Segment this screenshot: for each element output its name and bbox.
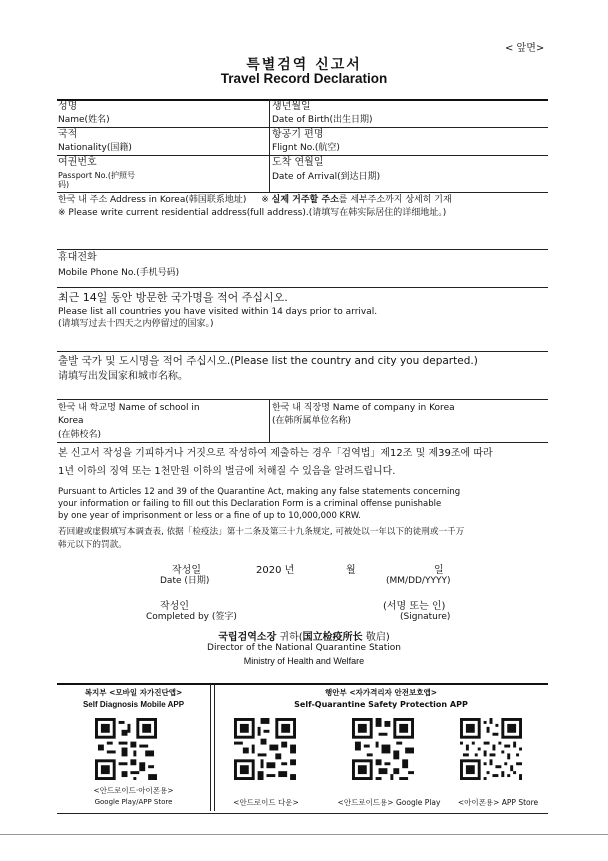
address-note-text: 를 세부주소까지 상세히 기재: [338, 195, 452, 205]
footer-divider: [210, 684, 211, 811]
passport-label-en[interactable]: Passport No.(护照号: [58, 171, 136, 180]
right-app-title-en: Self-Quarantine Safety Protection APP: [294, 700, 468, 709]
recipient-title-cn: 国立检疫所长: [302, 632, 363, 643]
page-bottom-edge: [0, 834, 608, 835]
divider: [57, 249, 548, 250]
right-qr-caption2: <안드로이드용> Google Play: [337, 798, 441, 807]
notice-en-line1: Pursuant to Articles 12 and 39 of the Quarantine Act, making any false statements concerning: [58, 487, 461, 497]
mobile-label-ko: 휴대전화: [58, 252, 97, 263]
recipient-honorific-cn: 敬启): [362, 632, 390, 643]
address-note-mark: ※: [261, 195, 272, 205]
address-label[interactable]: [58, 195, 452, 206]
left-qr-caption1: <안드로이드·아이폰용>: [93, 786, 174, 795]
title-korean: 특별검역 신고서: [246, 57, 362, 73]
address-note-emphasis: 실제 거주할 주소: [271, 195, 339, 205]
company-label[interactable]: 한국 내 직장명 Name of company in Korea: [272, 403, 455, 413]
divider: [57, 192, 548, 193]
quarantine-android-qr-code[interactable]: [234, 718, 296, 780]
quarantine-google-play-qr-code[interactable]: [352, 718, 414, 780]
self-diagnosis-qr-code[interactable]: [95, 718, 157, 780]
divider: [57, 442, 548, 443]
right-qr-caption3: <아이폰용> APP Store: [457, 798, 539, 807]
arrival-label-en[interactable]: Date of Arrival(到达日期): [272, 172, 381, 182]
page-indicator: < 앞면>: [505, 43, 545, 54]
left-qr-caption2: Google Play/APP Store: [94, 798, 173, 806]
divider: [57, 399, 548, 400]
left-app-title-en: Self Diagnosis Mobile APP: [82, 700, 185, 709]
recipient-en-line2: Ministry of Health and Welfare: [243, 656, 365, 666]
flight-label-en[interactable]: Flignt No.(航空): [272, 143, 340, 153]
writer-label-ko: 작성인: [160, 601, 189, 612]
signature-label-en: (Signature): [400, 612, 451, 622]
divider: [57, 155, 548, 156]
right-app-title-ko: 행안부 <자가격리자 안전보호앱>: [325, 688, 437, 697]
date-label-en: Date (日期): [160, 576, 210, 586]
address-label-text: 한국 내 주소 Address in Korea(韩国联系地址): [58, 195, 247, 205]
school-label-cont: Korea: [58, 416, 84, 426]
notice-ko-line1: 본 신고서 작성을 기피하거나 거짓으로 작성하여 제출하는 경우「검역법」제12조 및 제39조에 따라: [58, 448, 493, 459]
divider: [57, 351, 548, 352]
right-qr-caption1: <안드로이드 다운>: [233, 798, 299, 807]
nationality-label-en[interactable]: Nationality(国籍): [58, 143, 132, 153]
address-instruction: ※ Please write current residential address(full address).(请填写在韩实际居住的详细地址。): [58, 208, 447, 218]
flight-label-ko: 항공기 편명: [272, 129, 324, 140]
notice-cn-line2: 韩元以下的罚款。: [58, 540, 127, 550]
company-label-cn: (在韩所属单位名称): [272, 416, 352, 426]
visited-countries-label-ko: 최근 14일 동안 방문한 국가명을 적어 주십시오.: [58, 291, 288, 304]
date-label-ko: 작성일: [172, 565, 201, 576]
recipient-en-line1: Director of the National Quarantine Station: [207, 643, 401, 653]
divider: [57, 127, 548, 128]
date-day[interactable]: 일: [434, 565, 444, 576]
school-label-cn: (在韩校名): [58, 430, 102, 440]
school-label[interactable]: 한국 내 학교명 Name of school in: [58, 403, 200, 413]
recipient-ko: [0, 628, 608, 643]
title-english: Travel Record Declaration: [220, 71, 388, 86]
visited-countries-label-cn: (请填写过去十四天之内停留过的国家。): [58, 319, 214, 329]
notice-en-line2: your information or failing to fill out this Declaration Form is a criminal offense punishable: [58, 499, 442, 509]
writer-label-en: Completed by (签字): [146, 612, 237, 622]
notice-ko-line2: 1년 이하의 징역 또는 1천만원 이하의 벌금에 처해질 수 있음을 알려드립니다.: [58, 466, 396, 477]
left-app-title-ko: 복지부 <모바일 자가진단앱>: [84, 688, 183, 697]
passport-label-en-cont: 码): [58, 180, 70, 189]
quarantine-app-store-qr-code[interactable]: [460, 718, 522, 780]
visited-countries-label-en[interactable]: Please list all countries you have visited within 14 days prior to arrival.: [58, 307, 378, 317]
date-format-hint: (MM/DD/YYYY): [386, 576, 451, 586]
mobile-label-en[interactable]: Mobile Phone No.(手机号码): [58, 268, 180, 278]
divider: [57, 287, 548, 288]
dob-label-ko: 생년월일: [272, 101, 311, 112]
column-divider: [269, 399, 270, 442]
arrival-label-ko: 도착 연월일: [272, 157, 324, 168]
column-divider: [269, 99, 270, 192]
notice-en-line3: by one year of imprisonment or less or a fine of up to 10,000,000 KRW.: [58, 511, 361, 521]
notice-cn-line1: 若回避或虚假填写本调查表, 依据「检疫法」第十二条及第三十九条规定, 可被处以一年以下的徒刑或一千万: [58, 527, 465, 537]
recipient-honorific: 귀하(: [276, 632, 303, 643]
dob-label-en[interactable]: Date of Birth(出生日期): [272, 115, 373, 125]
nationality-label-ko: 국적: [58, 129, 78, 140]
departure-label[interactable]: 출발 국가 및 도시명을 적어 주십시오.(Please list the country and city you departed.): [58, 355, 478, 367]
name-label-ko: 성명: [58, 101, 78, 112]
signature-field[interactable]: (서명 또는 인): [383, 601, 446, 612]
date-month[interactable]: 월: [346, 565, 356, 576]
passport-label-ko: 여권번호: [58, 157, 97, 168]
name-label-en[interactable]: Name(姓名): [58, 115, 110, 125]
departure-label-cn: 请填写出发国家和城市名称。: [58, 371, 188, 382]
date-year[interactable]: 2020 년: [256, 565, 295, 576]
recipient-title: 국립검역소장: [218, 632, 277, 643]
